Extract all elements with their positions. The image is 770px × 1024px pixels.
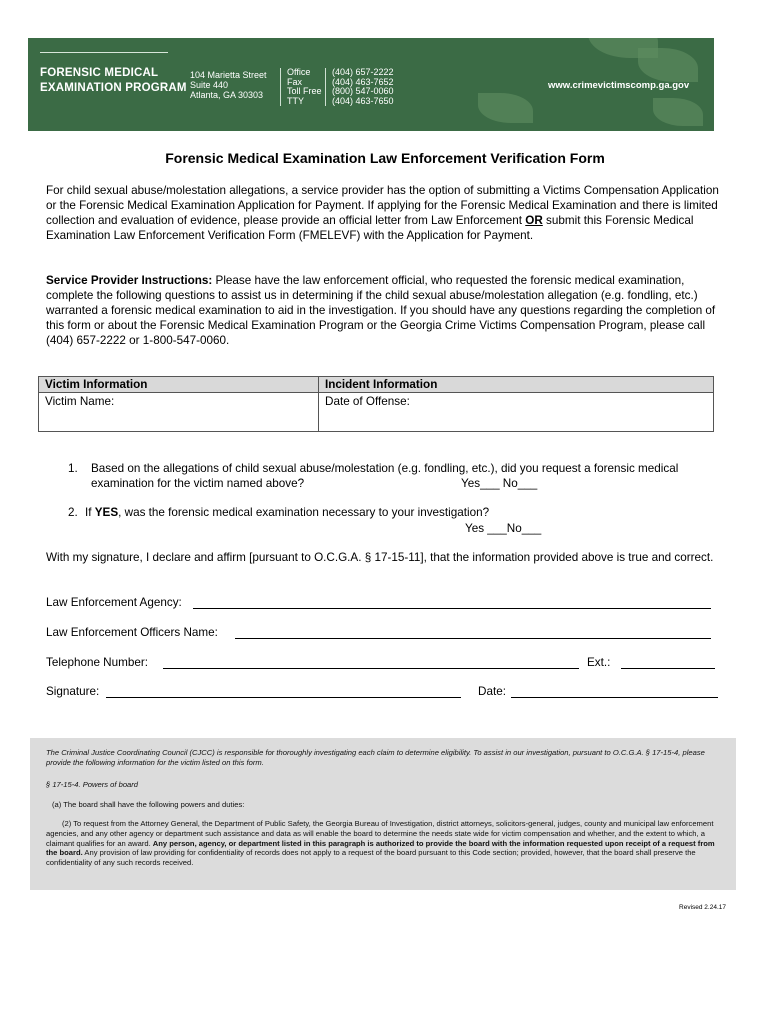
leaf-decoration — [478, 93, 533, 123]
info-table — [38, 376, 714, 432]
program-name: FORENSIC MEDICAL EXAMINATION PROGRAM — [40, 67, 187, 94]
form-title: Forensic Medical Examination Law Enforcement Verification Form — [165, 150, 605, 166]
leaf-decoration — [638, 48, 698, 82]
question-1-number: 1. — [68, 462, 78, 475]
legal-paragraph: (2) To request from the Attorney General, the Department of Public Safety, the Georgia Bureau of Investigation, district attorneys, solicitors-general, judges, county and municipal law enforcement agencies, and any other agency or department such assistance and data as will enable the board to determine the needs state wide for victim compensation and whether, and the extent to which, a claimant qualifies for an award. Any person, agency, or department listed in this paragraph is authorized to provide the board with the information requested upon receipt of a request from the board. Any provision of law providing for confidentiality of records does not apply to a request of the board pursuant to this Code section; provided, however, that the board shall preserve the confidentiality of any such records received. — [46, 819, 715, 868]
legal-section-title: § 17-15-4. Powers of board — [46, 780, 139, 789]
intro-paragraph: For child sexual abuse/molestation allegations, a service provider has the option of submitting a Victims Compensation Application or the Forensic Medical Examination Application for Payment. If applying for the Forensic Medical Examination and there is limited collection and evaluation of evidence, please provide an official letter from Law Enforcement OR submit this Forensic Medical Examination Law Enforcement Verification Form (FMELEVF) with the Application for Payment. — [46, 184, 719, 242]
date-of-offense-field[interactable]: Date of Offense: — [325, 395, 410, 408]
program-address: 104 Marietta Street Suite 440 Atlanta, GA 30303 — [190, 70, 267, 100]
date-label: Date: — [478, 685, 506, 698]
declaration-text: With my signature, I declare and affirm [pursuant to O.C.G.A. § 17-15-11], that the information provided above is true and correct. — [46, 551, 714, 564]
instructions-label: Service Provider Instructions: — [46, 274, 213, 287]
contact-labels: Office Fax Toll Free TTY — [287, 67, 322, 106]
website-url: www.crimevictimscomp.ga.gov — [548, 80, 690, 91]
ext-label: Ext.: — [587, 656, 611, 669]
question-2-number: 2. — [68, 506, 78, 519]
leaf-decoration — [653, 98, 703, 126]
telephone-label: Telephone Number: — [46, 656, 149, 669]
signature-label: Signature: — [46, 685, 100, 698]
question-1-text: examination for the victim named above? — [91, 477, 305, 490]
officer-name-input-line[interactable] — [235, 638, 711, 639]
header-banner — [28, 38, 714, 131]
legal-notice-box — [30, 738, 736, 890]
header-rule — [40, 52, 168, 53]
signature-input-line[interactable] — [106, 697, 461, 698]
agency-input-line[interactable] — [193, 608, 711, 609]
legal-paragraph: The Criminal Justice Coordinating Council (CJCC) is responsible for thoroughly investigating each claim to determine eligibility. To assist in our investigation, pursuant to O.C.G.A. § 17-15-4, please provide the following information for the victim listed on this form. — [46, 748, 705, 767]
instructions-paragraph: Service Provider Instructions: Please have the law enforcement official, who requested the forensic medical examination, complete the following questions to assist us in determining if the child sexual abuse/molestation allegation (e.g. fondling, etc.) warranted a forensic medical examination to aid in the investigation. If you should have any questions regarding the completion of this form or about the Forensic Medical Examination Program or the Georgia Crime Victims Compensation Program, please call (404) 657-2222 or 1-800-547-0060. — [46, 274, 716, 347]
question-1-answer[interactable]: Yes___ No___ — [461, 477, 538, 490]
telephone-input-line[interactable] — [163, 668, 579, 669]
victim-name-field[interactable]: Victim Name: — [45, 395, 115, 408]
incident-info-header: Incident Information — [319, 377, 713, 393]
legal-paragraph: (a) The board shall have the following powers and duties: — [52, 800, 245, 809]
contact-numbers: (404) 657-2222 (404) 463-7652 (800) 547-0060 (404) 463-7650 — [332, 67, 394, 106]
question-2-answer[interactable]: Yes ___No___ — [465, 522, 542, 535]
agency-label: Law Enforcement Agency: — [46, 596, 182, 609]
header-divider — [280, 68, 281, 106]
date-input-line[interactable] — [511, 697, 718, 698]
question-1-text: Based on the allegations of child sexual abuse/molestation (e.g. fondling, etc.), did you request a forensic medical — [91, 462, 679, 475]
victim-info-header: Victim Information — [39, 377, 318, 393]
or-emphasis: OR — [525, 214, 543, 227]
header-divider — [325, 68, 326, 106]
question-2-text: If YES, was the forensic medical examination necessary to your investigation? — [85, 506, 490, 519]
revised-date: Revised 2.24.17 — [679, 904, 726, 911]
ext-input-line[interactable] — [621, 668, 715, 669]
officer-name-label: Law Enforcement Officers Name: — [46, 626, 218, 639]
